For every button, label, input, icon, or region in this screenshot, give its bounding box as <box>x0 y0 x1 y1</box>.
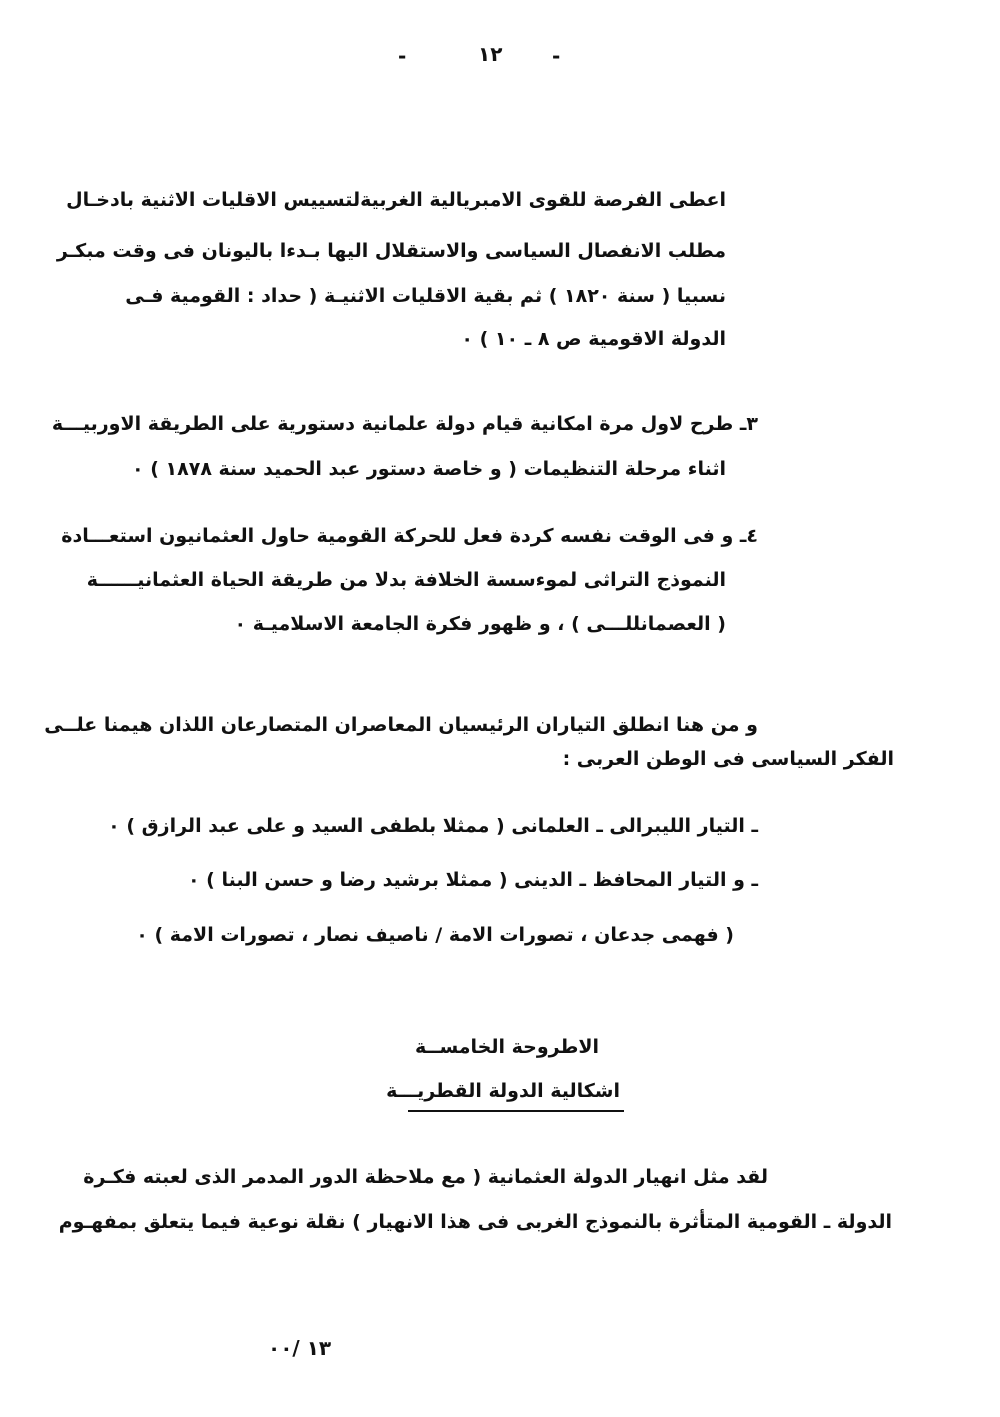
page-number: ١٢ <box>478 42 503 66</box>
para1-line-3: نسبيا ( سنة ١٨٢٠ ) ثم بقية الاقليات الاثنيـة ( حداد : القومية فـى <box>125 285 726 307</box>
para3-line-2: الدولة ـ القومية المتأثرة بالنموذج الغربى فى هذا الانهيار ) نقلة نوعية فيما يتعلق بمفهـوم <box>58 1211 892 1233</box>
para1-line-4: الدولة الاقومية ص ٨ ـ ١٠ ) ٠ <box>461 328 726 350</box>
footer-reference: ١٣ /٠٠ <box>268 1336 332 1360</box>
item4-line-1: ٤ـ و فى الوقت نفسه كردة فعل للحركة القومية حاول العثمانيون استعـــادة <box>61 525 758 547</box>
header-dash-left: - <box>398 44 407 68</box>
para3-line-1: لقد مثل انهيار الدولة العثمانية ( مع ملاحظة الدور المدمر الذى لعبته فكـرة <box>83 1166 768 1188</box>
item3-line-1: ٣ـ طرح لاول مرة امكانية قيام دولة علمانية دستورية على الطريقة الاوربيـــة <box>51 413 758 435</box>
item4-line-2: النموذج التراثى لموءسسة الخلافة بدلا من طريقة الحياة العثمانيــــــة <box>86 569 726 591</box>
item3-line-2: اثناء مرحلة التنظيمات ( و خاصة دستور عبد الحميد سنة ١٨٧٨ ) ٠ <box>132 458 726 480</box>
item4-line-3: ( العصمانللـــى ) ، و ظهور فكرة الجامعة الاسلاميـة ٠ <box>234 613 726 635</box>
bullet-references: ( فهمى جدعان ، تصورات الامة / ناصيف نصار ، تصورات الامة ) ٠ <box>136 924 734 946</box>
para1-line-2: مطلب الانفصال السياسى والاستقلال اليها بـدءا باليونان فى وقت مبكـر <box>56 240 726 262</box>
section-heading: الاطروحة الخامســة <box>414 1036 600 1058</box>
para2-line-1: و من هنا انطلق التياران الرئيسيان المعاصران المتصارعان اللذان هيمنا علــى <box>44 714 758 736</box>
section-subheading: اشكالية الدولة القطريـــة <box>386 1080 620 1102</box>
bullet-liberal: ـ التيار الليبرالى ـ العلمانى ( ممثلا بلطفى السيد و على عبد الرازق ) ٠ <box>108 815 758 837</box>
subheading-underline <box>408 1110 624 1112</box>
para1-line-1: اعطى الفرصة للقوى الامبريالية الغربيةلتسييس الاقليات الاثنية بادخـال <box>66 189 726 211</box>
para2-line-2: الفكر السياسى فى الوطن العربى : <box>562 748 894 770</box>
bullet-conservative: ـ و التيار المحافظ ـ الدينى ( ممثلا برشيد رضا و حسن البنا ) ٠ <box>187 869 758 891</box>
header-dash-right: - <box>552 44 561 68</box>
